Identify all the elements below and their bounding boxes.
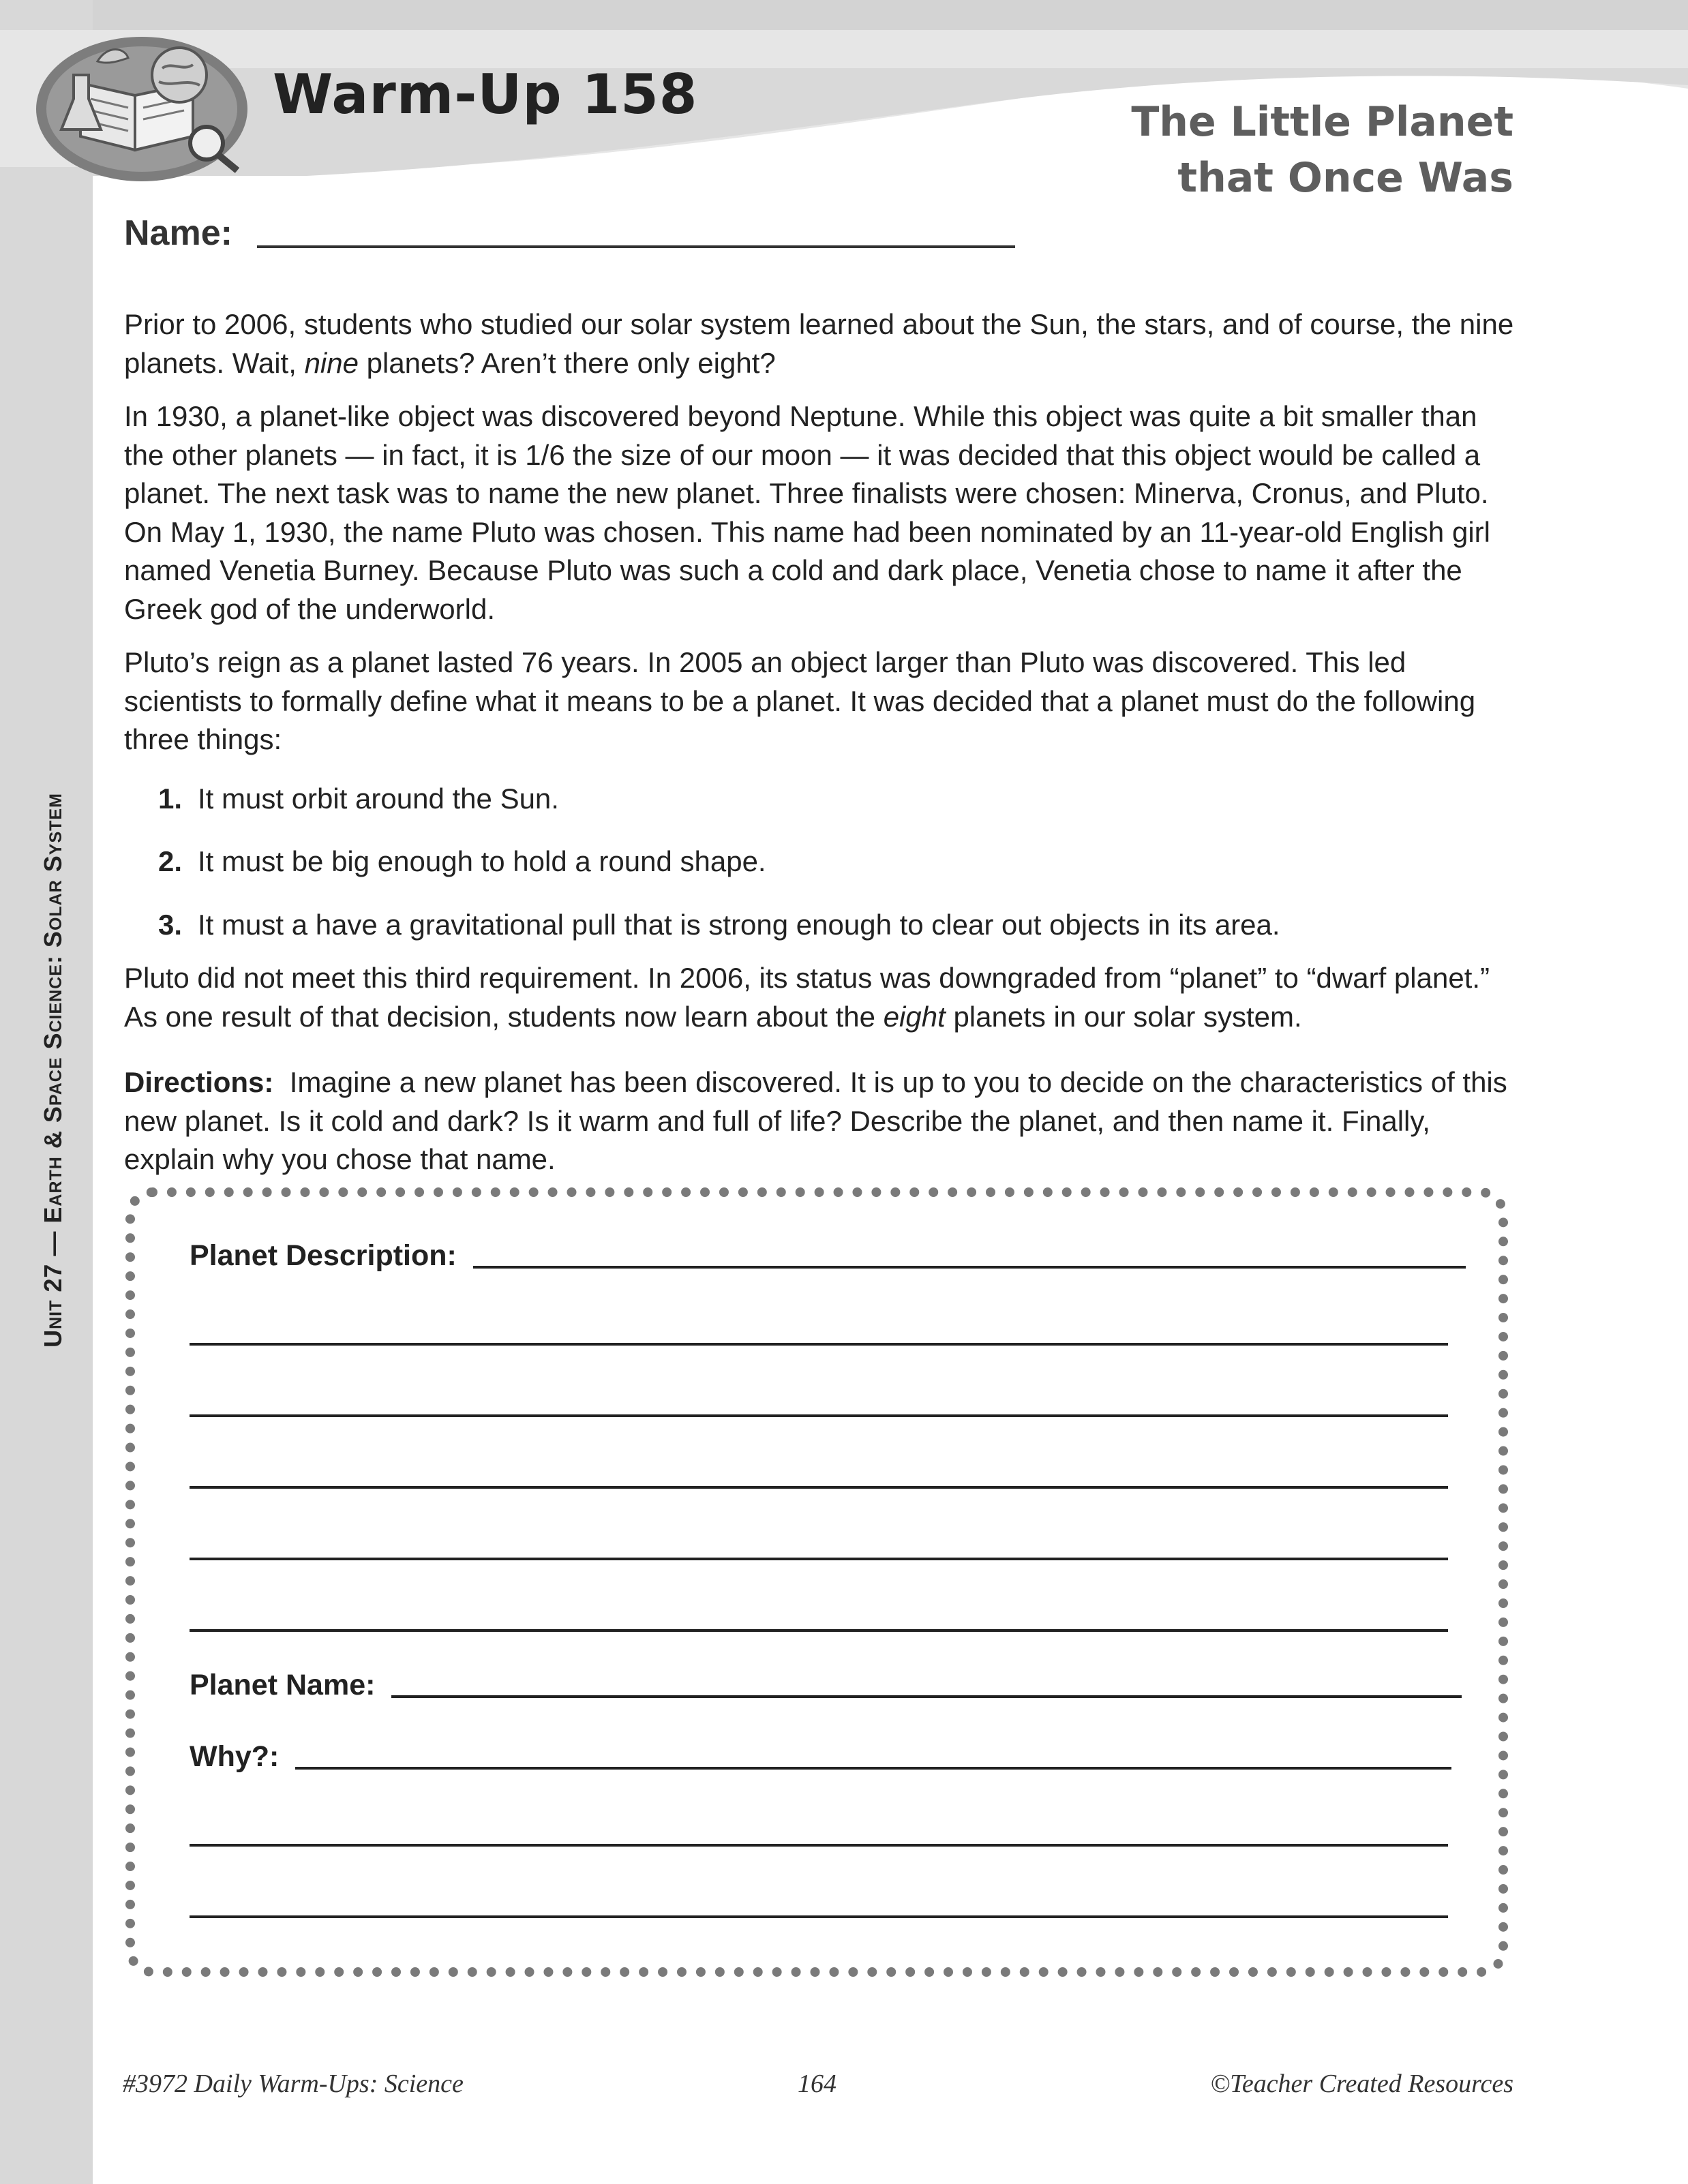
why-label: Why?:	[190, 1740, 280, 1773]
why-field[interactable]	[190, 1740, 1451, 1774]
science-books-logo-icon	[33, 34, 251, 184]
footer-page-number: 164	[798, 2069, 837, 2098]
directions-label: Directions:	[124, 1066, 274, 1098]
answer-box	[125, 1187, 1508, 1977]
subtitle-line-2: that Once Was	[1177, 154, 1513, 202]
warmup-title: Warm-Up 158	[273, 63, 698, 126]
description-blank-line[interactable]	[190, 1414, 1448, 1417]
description-blank-line[interactable]	[190, 1629, 1448, 1632]
name-input-line[interactable]	[257, 245, 1015, 248]
planet-name-label: Planet Name:	[190, 1669, 376, 1701]
subtitle-line-1: The Little Planet	[1131, 98, 1513, 146]
directions-paragraph: Directions: Imagine a new planet has been discovered. It is up to you to decide on the characteristics of this new planet. Is it cold and dark? Is it warm and full of life? Describe the planet, and then name it. Finally, explain why you chose that name.	[124, 1066, 1507, 1175]
requirement-item: 1. It must orbit around the Sun.	[158, 782, 559, 815]
paragraph-intro: Prior to 2006, students who studied our solar system learned about the Sun, the stars, and of course, the nine planets. Wait, nine planets? Aren’t there only eight?	[124, 308, 1514, 379]
name-label: Name:	[124, 213, 232, 253]
planet-description-input-line[interactable]	[473, 1266, 1466, 1269]
why-blank-line[interactable]	[190, 1915, 1448, 1918]
planet-requirements-list	[124, 780, 1522, 945]
requirement-item: 2. It must be big enough to hold a round shape.	[158, 845, 766, 877]
planet-description-field[interactable]	[190, 1239, 1466, 1273]
unit-side-label: Unit 27 — Earth & Space Science: Solar System	[39, 793, 67, 1348]
footer-publisher: ©Teacher Created Resources	[1210, 2069, 1513, 2098]
why-blank-line[interactable]	[190, 1844, 1448, 1847]
paragraph-discovery: In 1930, a planet-like object was discovered beyond Neptune. While this object was quite a bit smaller than the other planets — in fact, it is 1/6 the size of our moon — it was decided that this object would be called a planet. The next task was to name the new planet. Three finalists were chosen: Minerva, Cronus, and Pluto. On May 1, 1930, the name Pluto was chosen. This name had been nominated by an 11-year-old English girl named Venetia Burney. Because Pluto was such a cold and dark place, Venetia chose to name it after the Greek god of the underworld.	[124, 400, 1490, 625]
paragraph-downgrade: Pluto did not meet this third requirement. In 2006, its status was downgraded from “planet” to “dwarf planet.” As one result of that decision, students now learn about the eight planets in our solar system.	[124, 962, 1490, 1033]
paragraph-reign: Pluto’s reign as a planet lasted 76 years. In 2005 an object larger than Pluto was discovered. This led scientists to formally define what it means to be a planet. It was decided that a planet must do the following three things:	[124, 646, 1476, 755]
description-blank-line[interactable]	[190, 1343, 1448, 1346]
planet-name-input-line[interactable]	[391, 1695, 1462, 1698]
requirement-item: 3. It must a have a gravitational pull that is strong enough to clear out objects in its area.	[158, 908, 1280, 941]
description-blank-line[interactable]	[190, 1486, 1448, 1489]
footer-book-title: #3972 Daily Warm-Ups: Science	[123, 2069, 464, 2098]
worksheet-subtitle	[1131, 94, 1513, 206]
planet-name-field[interactable]	[190, 1669, 1462, 1702]
why-input-line[interactable]	[295, 1767, 1451, 1770]
name-field[interactable]	[124, 213, 1015, 254]
planet-description-label: Planet Description:	[190, 1239, 457, 1272]
reading-passage	[124, 305, 1522, 1194]
description-blank-line[interactable]	[190, 1558, 1448, 1560]
